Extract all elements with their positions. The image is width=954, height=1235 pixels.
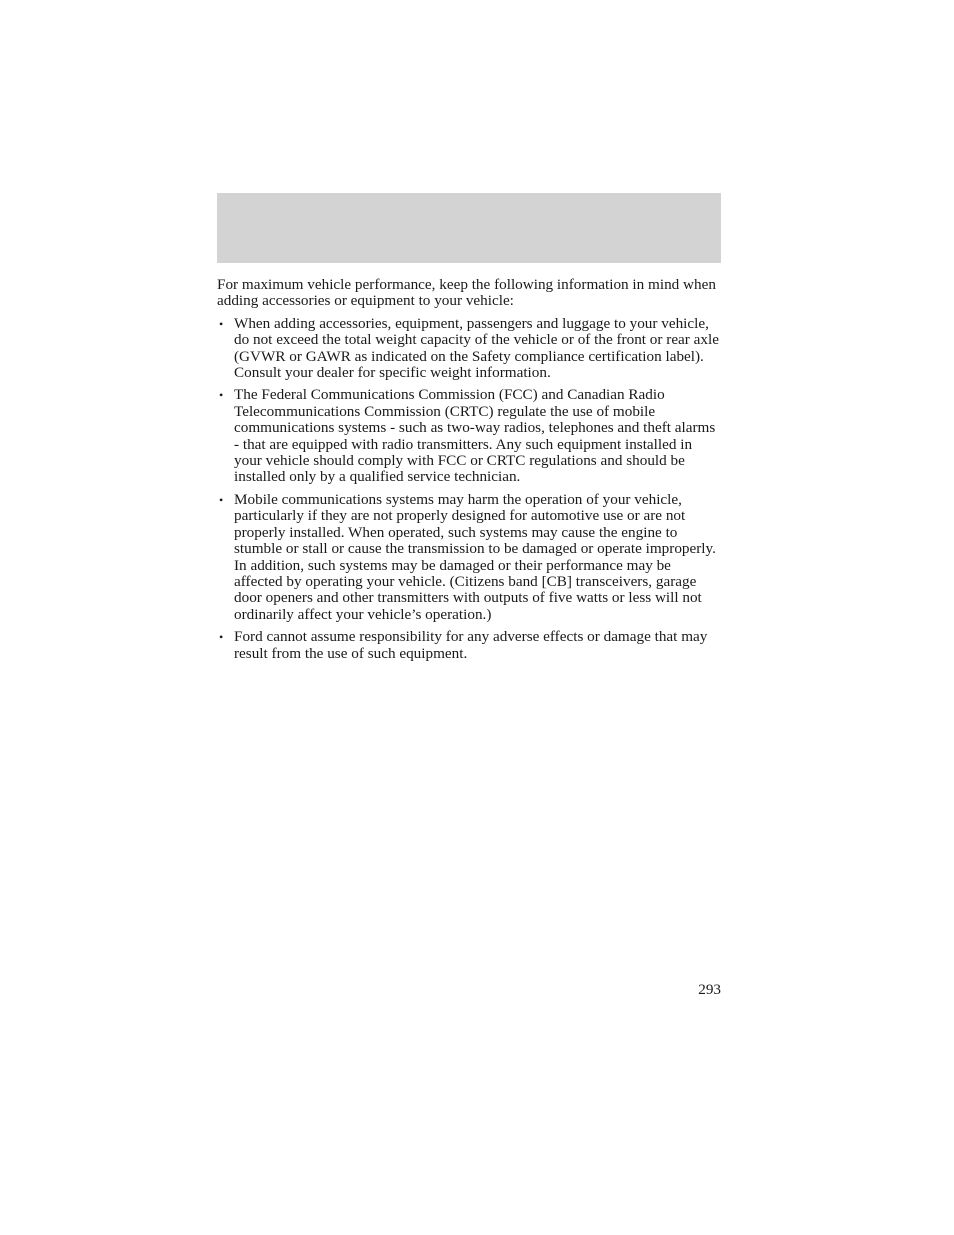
list-item (217, 629, 721, 662)
list-item (217, 492, 721, 623)
list-item-text: The Federal Communications Commission (FCC) and Canadian Radio Telecommunications Commission (CRTC) regulate the use of mobile communications systems - such as two-way radios, telephones and theft alarms - that are equipped with radio transmitters. Any such equipment installed in your vehicle should comply with FCC or CRTC regulations and should be installed only by a qualified service technician. (234, 386, 716, 486)
bullet-list (217, 316, 721, 662)
intro-paragraph: For maximum vehicle performance, keep the following information in mind when adding accessories or equipment to your vehicle: (217, 276, 716, 310)
list-item (217, 387, 721, 485)
bullet-icon: • (219, 316, 224, 331)
list-item-text: When adding accessories, equipment, passengers and luggage to your vehicle, do not exceed the total weight capacity of the vehicle or of the front or rear axle (GVWR or GAWR as indicated on the Safety compliance certification label). Consult your dealer for specific weight information. (234, 314, 719, 382)
bullet-icon: • (219, 492, 224, 507)
list-item-text: Ford cannot assume responsibility for any adverse effects or damage that may result from the use of such equipment. (234, 628, 708, 662)
bullet-icon: • (219, 630, 224, 645)
list-item (217, 316, 721, 382)
list-item-text: Mobile communications systems may harm the operation of your vehicle, particularly if they are not properly designed for automotive use or are not properly installed. When operated, such systems may cause the engine to stumble or stall or cause the transmission to be damaged or operate improperly. In addition, such systems may be damaged or their performance may be affected by operating your vehicle. (Citizens band [CB] transceivers, garage door openers and other transmitters with outputs of five watts or less will not ordinarily affect your vehicle’s operation.) (234, 490, 716, 623)
page-number: 293 (698, 981, 721, 998)
page-body (217, 277, 721, 668)
section-header-band (217, 193, 721, 263)
bullet-icon: • (219, 388, 224, 403)
